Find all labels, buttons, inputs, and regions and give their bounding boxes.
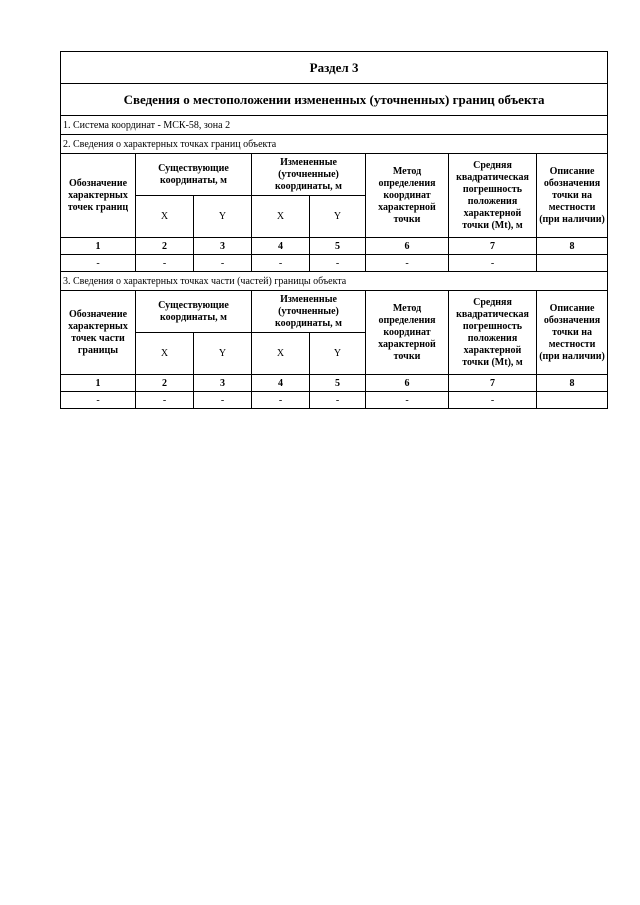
table2-header-existing: Существующие координаты, м (136, 291, 252, 333)
table1-cell: - (310, 255, 366, 272)
table1-colnum: 3 (194, 238, 252, 255)
table1-colnum: 4 (252, 238, 310, 255)
table1-cell: - (136, 255, 194, 272)
section-3-table (60, 51, 608, 409)
table2-header-existing-y: Y (194, 333, 252, 375)
table1-colnum: 5 (310, 238, 366, 255)
table2-colnum: 3 (194, 375, 252, 392)
table2-header-changed-y: Y (310, 333, 366, 375)
table2-column-numbers (61, 375, 608, 392)
table-row (61, 255, 608, 272)
table2-cell: - (61, 392, 136, 409)
table1-header-changed-y: Y (310, 196, 366, 238)
section-title: Раздел 3 (61, 52, 608, 84)
table1-header-changed-x: X (252, 196, 310, 238)
table2-colnum: 7 (449, 375, 537, 392)
table2-colnum: 5 (310, 375, 366, 392)
table1-colnum: 6 (366, 238, 449, 255)
table1-cell (537, 255, 608, 272)
table1-header-existing-y: Y (194, 196, 252, 238)
table2-header-existing-x: X (136, 333, 194, 375)
table2-colnum: 2 (136, 375, 194, 392)
table-row (61, 392, 608, 409)
table1-cell: - (194, 255, 252, 272)
table1-cell: - (252, 255, 310, 272)
table1-colnum: 1 (61, 238, 136, 255)
section-subtitle: Сведения о местоположении измененных (уточненных) границ объекта (61, 84, 608, 116)
table1-caption: 2. Сведения о характерных точках границ объекта (61, 135, 608, 154)
table1-colnum: 7 (449, 238, 537, 255)
table2-colnum: 8 (537, 375, 608, 392)
table2-colnum: 6 (366, 375, 449, 392)
table2-cell: - (136, 392, 194, 409)
table1-cell: - (366, 255, 449, 272)
table1-header-method: Метод определения координат характерной точки (366, 154, 449, 238)
table1-header-existing-x: X (136, 196, 194, 238)
table2-header-changed-x: X (252, 333, 310, 375)
table1-header-error: Средняя квадратическая погрешность положения характерной точки (Mt), м (449, 154, 537, 238)
table1-header-changed: Измененные (уточненные) координаты, м (252, 154, 366, 196)
table1-column-numbers (61, 238, 608, 255)
table2-colnum: 1 (61, 375, 136, 392)
table2-cell (537, 392, 608, 409)
table2-header-designation: Обозначение характерных точек части границы (61, 291, 136, 375)
table2-header-method: Метод определения координат характерной точки (366, 291, 449, 375)
table2-colnum: 4 (252, 375, 310, 392)
table2-caption: 3. Сведения о характерных точках части (частей) границы объекта (61, 272, 608, 291)
table2-cell: - (366, 392, 449, 409)
document-page (60, 51, 607, 409)
table1-header-designation: Обозначение характерных точек границ (61, 154, 136, 238)
table1-header-existing: Существующие координаты, м (136, 154, 252, 196)
table2-cell: - (194, 392, 252, 409)
table2-header-description: Описание обозначения точки на местности (при наличии) (537, 291, 608, 375)
table2-header-error: Средняя квадратическая погрешность положения характерной точки (Mt), м (449, 291, 537, 375)
table2-header-changed: Измененные (уточненные) координаты, м (252, 291, 366, 333)
table2-cell: - (310, 392, 366, 409)
table1-colnum: 8 (537, 238, 608, 255)
table1-cell: - (449, 255, 537, 272)
coordinate-system: 1. Система координат - МСК-58, зона 2 (61, 116, 608, 135)
table1-header-description: Описание обозначения точки на местности (при наличии) (537, 154, 608, 238)
table1-cell: - (61, 255, 136, 272)
table2-cell: - (449, 392, 537, 409)
table1-colnum: 2 (136, 238, 194, 255)
table2-cell: - (252, 392, 310, 409)
